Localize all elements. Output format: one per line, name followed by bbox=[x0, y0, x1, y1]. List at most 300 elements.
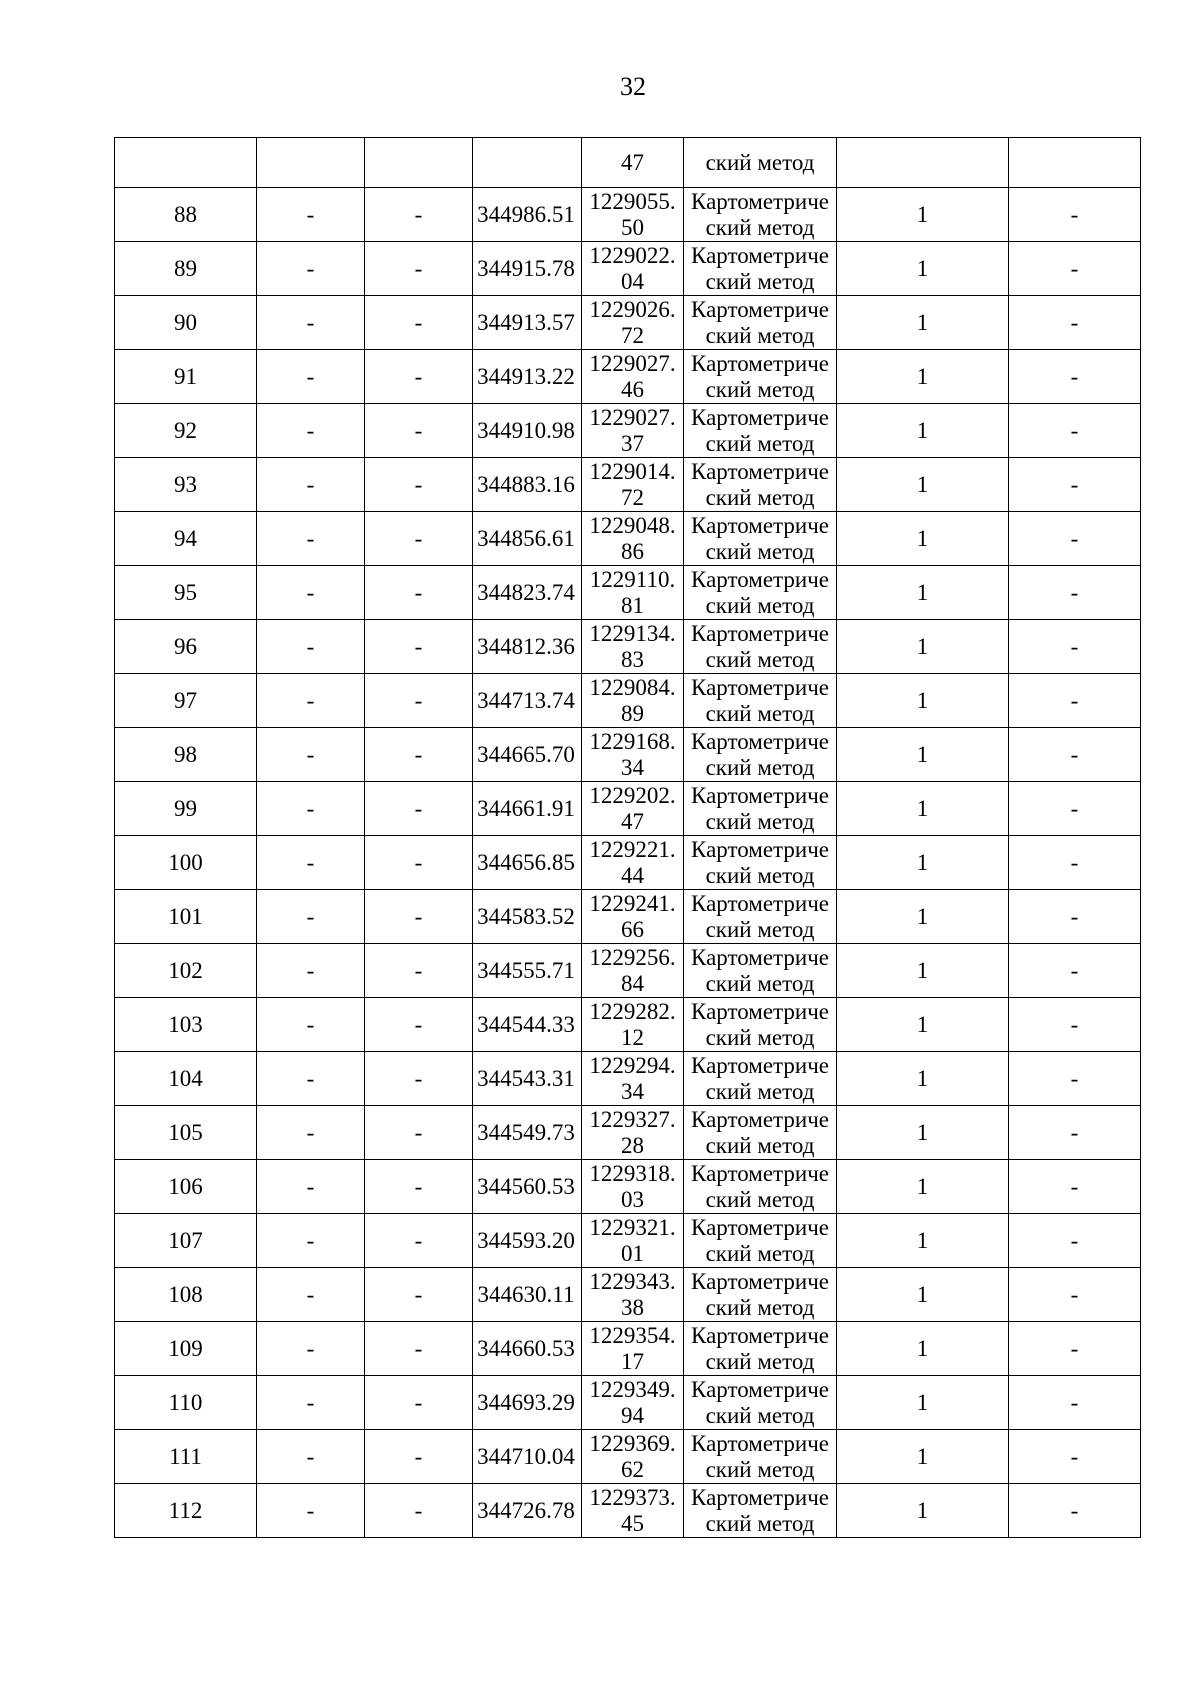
cell-method-line: ский метод bbox=[705, 1402, 815, 1428]
cell-y bbox=[582, 1376, 684, 1430]
cell-col2: - bbox=[257, 728, 365, 782]
cell-col3: - bbox=[365, 1376, 473, 1430]
cell-method-line: Картометриче bbox=[691, 1322, 829, 1348]
cell-num: 93 bbox=[115, 458, 257, 512]
cell-accuracy: 1 bbox=[837, 998, 1009, 1052]
cell-x: 344665.70 bbox=[473, 728, 582, 782]
cell-method bbox=[684, 890, 837, 944]
cell-y bbox=[582, 1214, 684, 1268]
cell-accuracy: 1 bbox=[837, 1322, 1009, 1376]
cell-method-line: Картометриче bbox=[691, 1160, 829, 1186]
cell-num: 103 bbox=[115, 998, 257, 1052]
table-row bbox=[115, 1214, 1141, 1268]
cell-accuracy: 1 bbox=[837, 458, 1009, 512]
cell-method-line: ский метод bbox=[705, 1240, 815, 1266]
cell-col2: - bbox=[257, 890, 365, 944]
cell-last: - bbox=[1009, 782, 1141, 836]
table-row bbox=[115, 890, 1141, 944]
cell-accuracy: 1 bbox=[837, 836, 1009, 890]
cell-method-line: Картометриче bbox=[691, 566, 829, 592]
cell-col3 bbox=[365, 138, 473, 188]
table-row bbox=[115, 620, 1141, 674]
cell-method-line: ский метод bbox=[705, 268, 815, 294]
table-row bbox=[115, 1052, 1141, 1106]
cell-accuracy: 1 bbox=[837, 890, 1009, 944]
cell-x: 344726.78 bbox=[473, 1484, 582, 1538]
table-row bbox=[115, 350, 1141, 404]
cell-col3: - bbox=[365, 782, 473, 836]
cell-y-line: 72 bbox=[621, 322, 644, 348]
cell-col3: - bbox=[365, 620, 473, 674]
cell-method bbox=[684, 566, 837, 620]
cell-last: - bbox=[1009, 1484, 1141, 1538]
cell-x: 344543.31 bbox=[473, 1052, 582, 1106]
cell-method-line: Картометриче bbox=[691, 674, 829, 700]
cell-method bbox=[684, 782, 837, 836]
cell-x: 344560.53 bbox=[473, 1160, 582, 1214]
cell-col2: - bbox=[257, 674, 365, 728]
cell-col2: - bbox=[257, 1268, 365, 1322]
cell-col2: - bbox=[257, 1376, 365, 1430]
cell-last: - bbox=[1009, 1052, 1141, 1106]
cell-num: 107 bbox=[115, 1214, 257, 1268]
cell-col2: - bbox=[257, 1160, 365, 1214]
cell-method-line: ский метод bbox=[705, 592, 815, 618]
cell-method-line: ский метод bbox=[705, 808, 815, 834]
table-row bbox=[115, 728, 1141, 782]
cell-y-line: 1229349. bbox=[589, 1376, 676, 1402]
cell-method bbox=[684, 620, 837, 674]
cell-col3: - bbox=[365, 1106, 473, 1160]
cell-x: 344544.33 bbox=[473, 998, 582, 1052]
cell-last: - bbox=[1009, 350, 1141, 404]
cell-y-line: 1229221. bbox=[589, 836, 676, 862]
cell-col2: - bbox=[257, 350, 365, 404]
cell-x: 344910.98 bbox=[473, 404, 582, 458]
table-row bbox=[115, 836, 1141, 890]
cell-y-line: 1229026. bbox=[589, 296, 676, 322]
cell-method-line: ский метод bbox=[705, 862, 815, 888]
cell-x: 344693.29 bbox=[473, 1376, 582, 1430]
cell-last: - bbox=[1009, 998, 1141, 1052]
cell-y-line: 01 bbox=[621, 1240, 644, 1266]
table-row bbox=[115, 998, 1141, 1052]
cell-y bbox=[582, 728, 684, 782]
cell-y bbox=[582, 458, 684, 512]
cell-method-line: ский метод bbox=[705, 376, 815, 402]
cell-x: 344656.85 bbox=[473, 836, 582, 890]
cell-num: 106 bbox=[115, 1160, 257, 1214]
cell-y bbox=[582, 350, 684, 404]
cell-method-line: ский метод bbox=[705, 1456, 815, 1482]
cell-num: 92 bbox=[115, 404, 257, 458]
cell-y bbox=[582, 836, 684, 890]
cell-num: 88 bbox=[115, 188, 257, 242]
cell-method-line: ский метод bbox=[705, 1132, 815, 1158]
table-row bbox=[115, 782, 1141, 836]
cell-num bbox=[115, 138, 257, 188]
cell-accuracy: 1 bbox=[837, 242, 1009, 296]
cell-method-line: Картометриче bbox=[691, 404, 829, 430]
table-row bbox=[115, 1376, 1141, 1430]
table-row bbox=[115, 1430, 1141, 1484]
cell-method-line: Картометриче bbox=[691, 458, 829, 484]
cell-y bbox=[582, 242, 684, 296]
cell-y-line: 1229027. bbox=[589, 404, 676, 430]
cell-method-line: ский метод bbox=[705, 1186, 815, 1212]
cell-y-line: 83 bbox=[621, 646, 644, 672]
cell-col3: - bbox=[365, 728, 473, 782]
cell-accuracy: 1 bbox=[837, 1376, 1009, 1430]
cell-y-line: 46 bbox=[621, 376, 644, 402]
cell-x: 344661.91 bbox=[473, 782, 582, 836]
cell-y-line: 1229014. bbox=[589, 458, 676, 484]
cell-x: 344593.20 bbox=[473, 1214, 582, 1268]
table-row bbox=[115, 1106, 1141, 1160]
cell-method-line: Картометриче bbox=[691, 782, 829, 808]
cell-y-line: 1229354. bbox=[589, 1322, 676, 1348]
cell-num: 90 bbox=[115, 296, 257, 350]
cell-method-line: Картометриче bbox=[691, 728, 829, 754]
cell-x: 344555.71 bbox=[473, 944, 582, 998]
table-row bbox=[115, 242, 1141, 296]
cell-col3: - bbox=[365, 836, 473, 890]
cell-col2: - bbox=[257, 1052, 365, 1106]
cell-num: 102 bbox=[115, 944, 257, 998]
cell-y-line: 84 bbox=[621, 970, 644, 996]
cell-y bbox=[582, 620, 684, 674]
cell-y bbox=[582, 944, 684, 998]
cell-y-line: 1229022. bbox=[589, 242, 676, 268]
cell-method-line: Картометриче bbox=[691, 1106, 829, 1132]
cell-method-line: Картометриче bbox=[691, 620, 829, 646]
cell-last: - bbox=[1009, 458, 1141, 512]
cell-method-line: Картометриче bbox=[691, 998, 829, 1024]
cell-y-line: 04 bbox=[621, 268, 644, 294]
cell-y-line: 1229373. bbox=[589, 1484, 676, 1510]
cell-method-line: Картометриче bbox=[691, 1484, 829, 1510]
cell-last bbox=[1009, 138, 1141, 188]
cell-col3: - bbox=[365, 512, 473, 566]
cell-method bbox=[684, 1376, 837, 1430]
cell-method bbox=[684, 1268, 837, 1322]
cell-col2: - bbox=[257, 242, 365, 296]
cell-col3: - bbox=[365, 1214, 473, 1268]
cell-num: 112 bbox=[115, 1484, 257, 1538]
cell-x: 344583.52 bbox=[473, 890, 582, 944]
cell-y bbox=[582, 1052, 684, 1106]
cell-y-line: 1229318. bbox=[589, 1160, 676, 1186]
cell-last: - bbox=[1009, 1268, 1141, 1322]
cell-y bbox=[582, 512, 684, 566]
table-body bbox=[115, 138, 1141, 1538]
cell-accuracy: 1 bbox=[837, 620, 1009, 674]
cell-accuracy: 1 bbox=[837, 674, 1009, 728]
cell-x: 344883.16 bbox=[473, 458, 582, 512]
cell-x: 344823.74 bbox=[473, 566, 582, 620]
cell-y-line: 28 bbox=[621, 1132, 644, 1158]
cell-method bbox=[684, 1160, 837, 1214]
cell-method-line: ский метод bbox=[705, 322, 815, 348]
cell-last: - bbox=[1009, 1106, 1141, 1160]
cell-method-line: Картометриче bbox=[691, 1268, 829, 1294]
cell-accuracy: 1 bbox=[837, 404, 1009, 458]
cell-method-line: ский метод bbox=[705, 1024, 815, 1050]
cell-accuracy: 1 bbox=[837, 1052, 1009, 1106]
cell-x: 344630.11 bbox=[473, 1268, 582, 1322]
cell-col3: - bbox=[365, 242, 473, 296]
cell-y-line: 34 bbox=[621, 754, 644, 780]
cell-num: 97 bbox=[115, 674, 257, 728]
cell-num: 110 bbox=[115, 1376, 257, 1430]
cell-y-line: 1229134. bbox=[589, 620, 676, 646]
cell-num: 104 bbox=[115, 1052, 257, 1106]
cell-last: - bbox=[1009, 1322, 1141, 1376]
table-row bbox=[115, 1268, 1141, 1322]
cell-num: 101 bbox=[115, 890, 257, 944]
cell-y-line: 45 bbox=[621, 1510, 644, 1536]
cell-method-line: Картометриче bbox=[691, 350, 829, 376]
cell-y-line: 1229241. bbox=[589, 890, 676, 916]
table-row bbox=[115, 944, 1141, 998]
cell-num: 96 bbox=[115, 620, 257, 674]
cell-method-line: ский метод bbox=[705, 916, 815, 942]
cell-method-line: Картометриче bbox=[691, 242, 829, 268]
cell-y bbox=[582, 782, 684, 836]
cell-col3: - bbox=[365, 1484, 473, 1538]
cell-num: 94 bbox=[115, 512, 257, 566]
cell-col2: - bbox=[257, 188, 365, 242]
cell-method-line: Картометриче bbox=[691, 890, 829, 916]
cell-method bbox=[684, 296, 837, 350]
cell-col2: - bbox=[257, 296, 365, 350]
cell-y bbox=[582, 1160, 684, 1214]
cell-y-line: 89 bbox=[621, 700, 644, 726]
cell-y-line: 1229282. bbox=[589, 998, 676, 1024]
cell-num: 91 bbox=[115, 350, 257, 404]
cell-y-line: 72 bbox=[621, 484, 644, 510]
cell-x: 344913.22 bbox=[473, 350, 582, 404]
cell-y-line: 1229256. bbox=[589, 944, 676, 970]
cell-y bbox=[582, 1322, 684, 1376]
cell-last: - bbox=[1009, 674, 1141, 728]
cell-col3: - bbox=[365, 458, 473, 512]
cell-method bbox=[684, 404, 837, 458]
cell-method-line: ский метод bbox=[705, 646, 815, 672]
cell-method-line: ский метод bbox=[705, 430, 815, 456]
table-row bbox=[115, 674, 1141, 728]
cell-x: 344856.61 bbox=[473, 512, 582, 566]
cell-last: - bbox=[1009, 836, 1141, 890]
cell-y bbox=[582, 138, 684, 188]
cell-method-line: ский метод bbox=[705, 970, 815, 996]
cell-last: - bbox=[1009, 188, 1141, 242]
cell-method-line: ский метод bbox=[705, 214, 815, 240]
cell-accuracy: 1 bbox=[837, 566, 1009, 620]
cell-accuracy bbox=[837, 138, 1009, 188]
table-row bbox=[115, 1322, 1141, 1376]
cell-y-line: 86 bbox=[621, 538, 644, 564]
cell-y-line: 1229168. bbox=[589, 728, 676, 754]
cell-method-line: Картометриче bbox=[691, 188, 829, 214]
cell-col3: - bbox=[365, 404, 473, 458]
cell-x: 344710.04 bbox=[473, 1430, 582, 1484]
cell-last: - bbox=[1009, 296, 1141, 350]
cell-method bbox=[684, 1214, 837, 1268]
cell-accuracy: 1 bbox=[837, 512, 1009, 566]
cell-y-line: 1229027. bbox=[589, 350, 676, 376]
cell-x bbox=[473, 138, 582, 188]
cell-accuracy: 1 bbox=[837, 350, 1009, 404]
cell-col2: - bbox=[257, 1484, 365, 1538]
cell-last: - bbox=[1009, 728, 1141, 782]
cell-y-line: 37 bbox=[621, 430, 644, 456]
cell-method bbox=[684, 1484, 837, 1538]
cell-y-line: 38 bbox=[621, 1294, 644, 1320]
cell-method bbox=[684, 138, 837, 188]
table-row bbox=[115, 188, 1141, 242]
cell-num: 105 bbox=[115, 1106, 257, 1160]
cell-y-line: 94 bbox=[621, 1402, 644, 1428]
cell-col3: - bbox=[365, 1322, 473, 1376]
cell-col3: - bbox=[365, 890, 473, 944]
cell-method bbox=[684, 242, 837, 296]
cell-y-line: 1229048. bbox=[589, 512, 676, 538]
cell-method-line: Картометриче bbox=[691, 1376, 829, 1402]
cell-y-line: 1229343. bbox=[589, 1268, 676, 1294]
cell-last: - bbox=[1009, 1376, 1141, 1430]
cell-y bbox=[582, 998, 684, 1052]
table-row bbox=[115, 512, 1141, 566]
cell-col2: - bbox=[257, 1322, 365, 1376]
cell-num: 98 bbox=[115, 728, 257, 782]
cell-col3: - bbox=[365, 188, 473, 242]
cell-last: - bbox=[1009, 890, 1141, 944]
cell-method bbox=[684, 512, 837, 566]
cell-y-line: 12 bbox=[621, 1024, 644, 1050]
cell-accuracy: 1 bbox=[837, 728, 1009, 782]
cell-method-line: Картометриче bbox=[691, 1430, 829, 1456]
cell-num: 100 bbox=[115, 836, 257, 890]
cell-last: - bbox=[1009, 242, 1141, 296]
cell-x: 344713.74 bbox=[473, 674, 582, 728]
cell-accuracy: 1 bbox=[837, 296, 1009, 350]
cell-y bbox=[582, 1268, 684, 1322]
cell-y-line: 1229369. bbox=[589, 1430, 676, 1456]
table-row bbox=[115, 404, 1141, 458]
cell-col3: - bbox=[365, 1430, 473, 1484]
cell-col2: - bbox=[257, 1106, 365, 1160]
cell-method-line: ский метод bbox=[705, 538, 815, 564]
cell-y bbox=[582, 1430, 684, 1484]
cell-accuracy: 1 bbox=[837, 1430, 1009, 1484]
cell-x: 344549.73 bbox=[473, 1106, 582, 1160]
cell-y-line: 62 bbox=[621, 1456, 644, 1482]
cell-y-line: 47 bbox=[621, 808, 644, 834]
cell-y-line: 81 bbox=[621, 592, 644, 618]
table-row bbox=[115, 296, 1141, 350]
cell-method-line: Картометриче bbox=[691, 944, 829, 970]
cell-method bbox=[684, 1052, 837, 1106]
cell-col2: - bbox=[257, 782, 365, 836]
cell-num: 89 bbox=[115, 242, 257, 296]
cell-col3: - bbox=[365, 1160, 473, 1214]
cell-col3: - bbox=[365, 1268, 473, 1322]
cell-x: 344913.57 bbox=[473, 296, 582, 350]
cell-col3: - bbox=[365, 944, 473, 998]
cell-y-line: 1229084. bbox=[589, 674, 676, 700]
cell-num: 109 bbox=[115, 1322, 257, 1376]
cell-col2: - bbox=[257, 1214, 365, 1268]
cell-y-line: 1229321. bbox=[589, 1214, 676, 1240]
cell-col3: - bbox=[365, 674, 473, 728]
cell-y-line: 1229110. bbox=[589, 566, 676, 592]
cell-accuracy: 1 bbox=[837, 1268, 1009, 1322]
cell-x: 344660.53 bbox=[473, 1322, 582, 1376]
cell-method bbox=[684, 728, 837, 782]
cell-num: 108 bbox=[115, 1268, 257, 1322]
cell-col3: - bbox=[365, 350, 473, 404]
cell-method bbox=[684, 1430, 837, 1484]
cell-col2: - bbox=[257, 944, 365, 998]
cell-y bbox=[582, 1484, 684, 1538]
cell-accuracy: 1 bbox=[837, 188, 1009, 242]
cell-method-line: ский метод bbox=[705, 700, 815, 726]
cell-col2 bbox=[257, 138, 365, 188]
cell-method bbox=[684, 350, 837, 404]
cell-method bbox=[684, 836, 837, 890]
cell-method bbox=[684, 998, 837, 1052]
cell-x: 344812.36 bbox=[473, 620, 582, 674]
cell-col2: - bbox=[257, 566, 365, 620]
cell-y-line: 1229294. bbox=[589, 1052, 676, 1078]
cell-method-line: ский метод bbox=[705, 1294, 815, 1320]
cell-method bbox=[684, 1106, 837, 1160]
cell-col3: - bbox=[365, 1052, 473, 1106]
cell-last: - bbox=[1009, 944, 1141, 998]
cell-accuracy: 1 bbox=[837, 944, 1009, 998]
cell-accuracy: 1 bbox=[837, 1214, 1009, 1268]
y-part: 47 bbox=[621, 149, 644, 175]
cell-last: - bbox=[1009, 1430, 1141, 1484]
cell-y bbox=[582, 188, 684, 242]
cell-method bbox=[684, 458, 837, 512]
cell-last: - bbox=[1009, 566, 1141, 620]
cell-accuracy: 1 bbox=[837, 1484, 1009, 1538]
cell-num: 99 bbox=[115, 782, 257, 836]
cell-method-line: Картометриче bbox=[691, 836, 829, 862]
continuation-row bbox=[115, 138, 1141, 188]
table-row bbox=[115, 566, 1141, 620]
cell-method-line: Картометриче bbox=[691, 296, 829, 322]
cell-method bbox=[684, 1322, 837, 1376]
cell-accuracy: 1 bbox=[837, 1160, 1009, 1214]
cell-col2: - bbox=[257, 998, 365, 1052]
cell-last: - bbox=[1009, 1160, 1141, 1214]
table-row bbox=[115, 1484, 1141, 1538]
cell-col2: - bbox=[257, 458, 365, 512]
cell-method-line: ский метод bbox=[705, 1348, 815, 1374]
cell-accuracy: 1 bbox=[837, 1106, 1009, 1160]
cell-x: 344986.51 bbox=[473, 188, 582, 242]
cell-col3: - bbox=[365, 566, 473, 620]
cell-col3: - bbox=[365, 296, 473, 350]
cell-col2: - bbox=[257, 404, 365, 458]
cell-y bbox=[582, 1106, 684, 1160]
method-part: ский метод bbox=[705, 149, 815, 175]
cell-y bbox=[582, 296, 684, 350]
cell-accuracy: 1 bbox=[837, 782, 1009, 836]
